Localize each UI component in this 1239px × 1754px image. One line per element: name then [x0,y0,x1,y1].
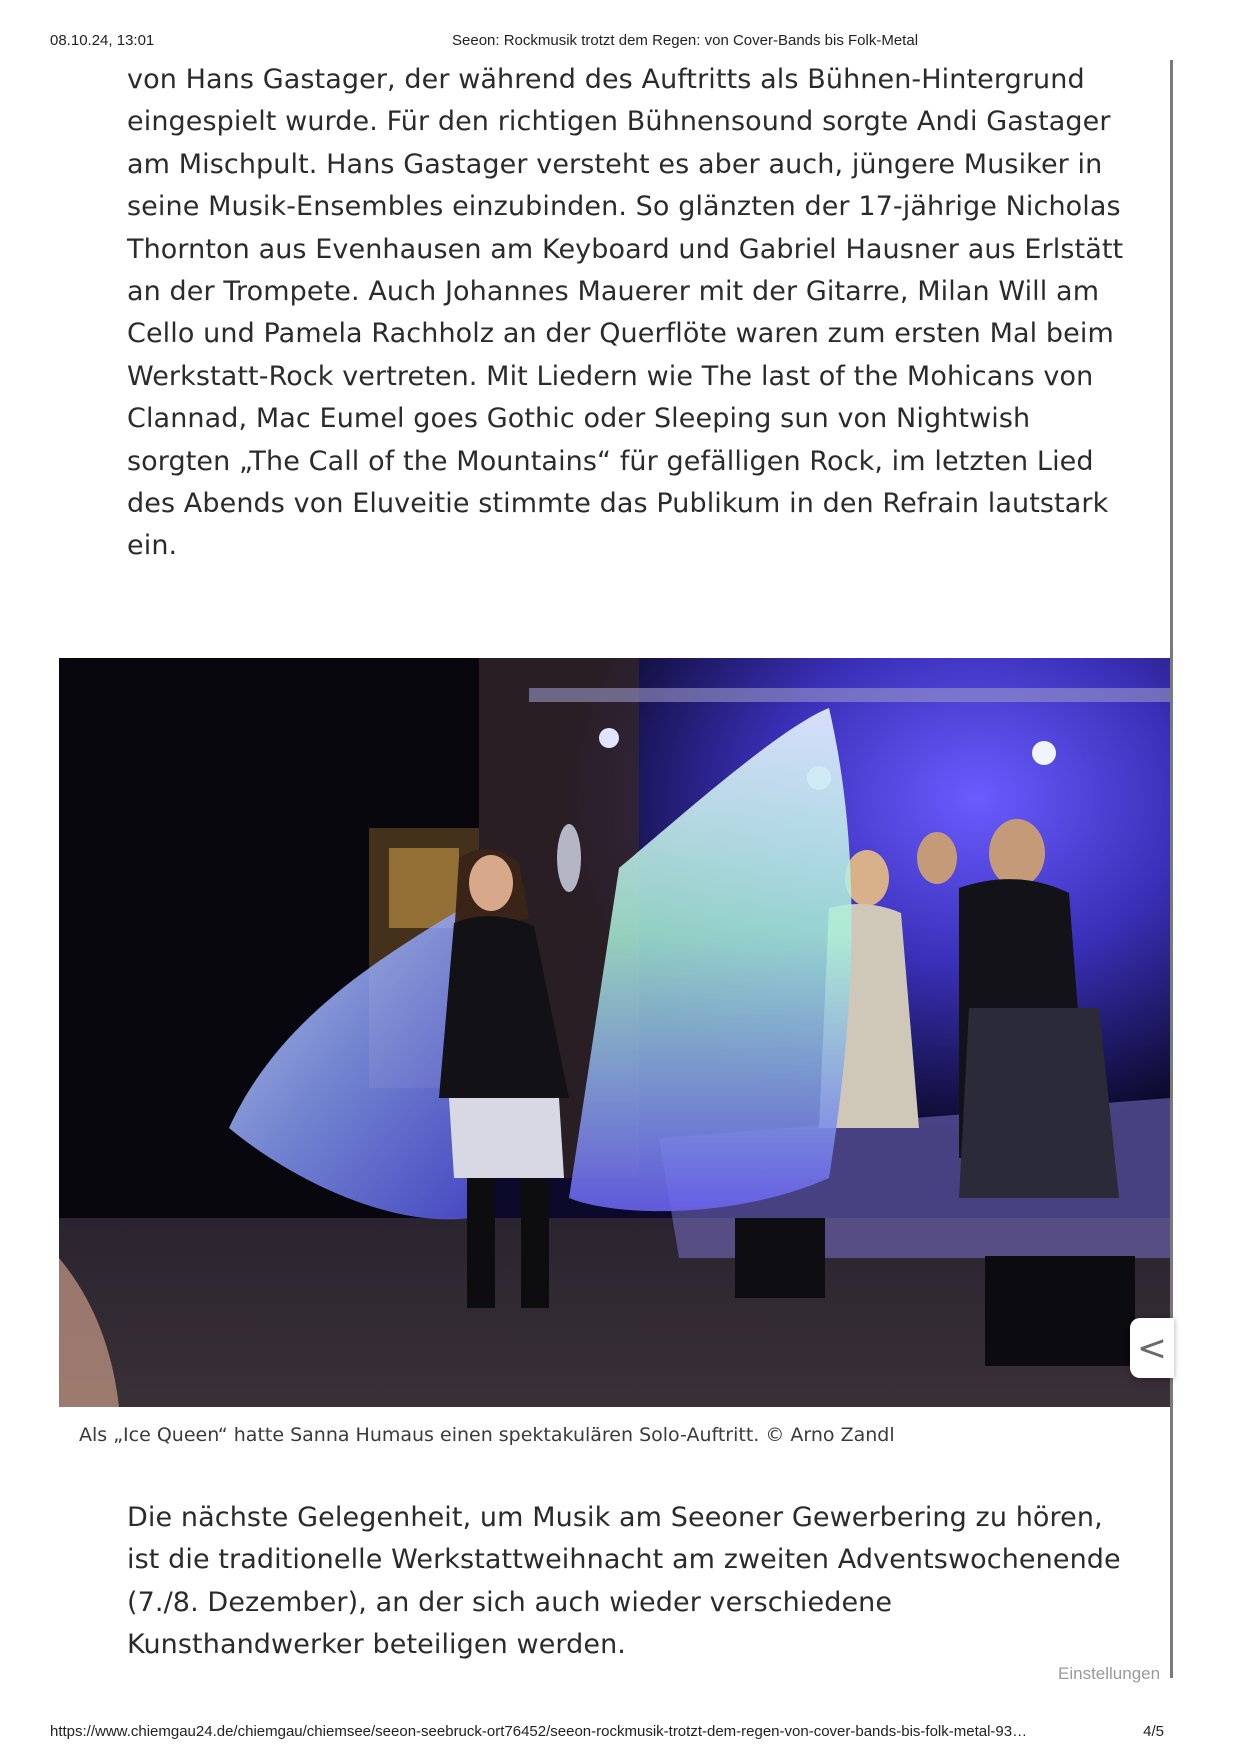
photo-caption: Als „Ice Queen“ hatte Sanna Humaus einen spektakulären Solo-Auftritt. © Arno Zandl [79,1424,895,1446]
print-title: Seeon: Rockmusik trotzt dem Regen: von Cover-Bands bis Folk-Metal [452,32,919,49]
chevron-left-icon: < [1136,1327,1168,1369]
print-url: https://www.chiemgau24.de/chiemgau/chiemsee/seeon-seebruck-ort76452/seeon-rockmusik-trotzt-dem-regen-von-cover-bands-bis-folk-metal-93… [50,1723,1028,1740]
article-photo [59,658,1170,1407]
collapse-tab-button[interactable] [1130,1318,1174,1378]
print-header [50,32,1189,52]
article-paragraph: von Hans Gastager, der während des Auftritts als Bühnen-Hintergrund eingespielt wurde. Für den richtigen Bühnensound sorgte Andi Gastager am Mischpult. Hans Gastager versteht es aber auch, jüngere Musiker in seine Musik-Ensembles einzubinden. So glänzten der 17-jährige Nicholas Thornton aus Evenhausen am Keyboard und Gabriel Hausner aus Erlstätt an der Trompete. Auch Johannes Mauerer mit der Gitarre, Milan Will am Cello und Pamela Rachholz an der Querflöte waren zum ersten Mal beim Werkstatt-Rock vertreten. Mit Liedern wie The last of the Mohicans von Clannad, Mac Eumel goes Gothic oder Sleeping sun von Nightwish sorgten „The Call of the Mountains“ für gefälligen Rock, im letzten Lied des Abends von Eluveitie stimmte das Publikum in den Refrain lautstark ein. [127,64,1124,562]
print-date: 08.10.24, 13:01 [50,32,155,49]
print-footer [50,1723,1189,1743]
scrollbar[interactable] [1170,60,1173,1678]
settings-link[interactable]: Einstellungen [1058,1664,1161,1683]
page-number: 4/5 [1143,1723,1164,1740]
article-paragraph: Die nächste Gelegenheit, um Musik am Seeoner Gewerbering zu hören, ist die traditionelle Werkstattweihnacht am zweiten Adventswochenende (7./8. Dezember), an der sich auch wieder verschiedene Kunsthandwerker beteiligen werden. [127,1502,1121,1661]
